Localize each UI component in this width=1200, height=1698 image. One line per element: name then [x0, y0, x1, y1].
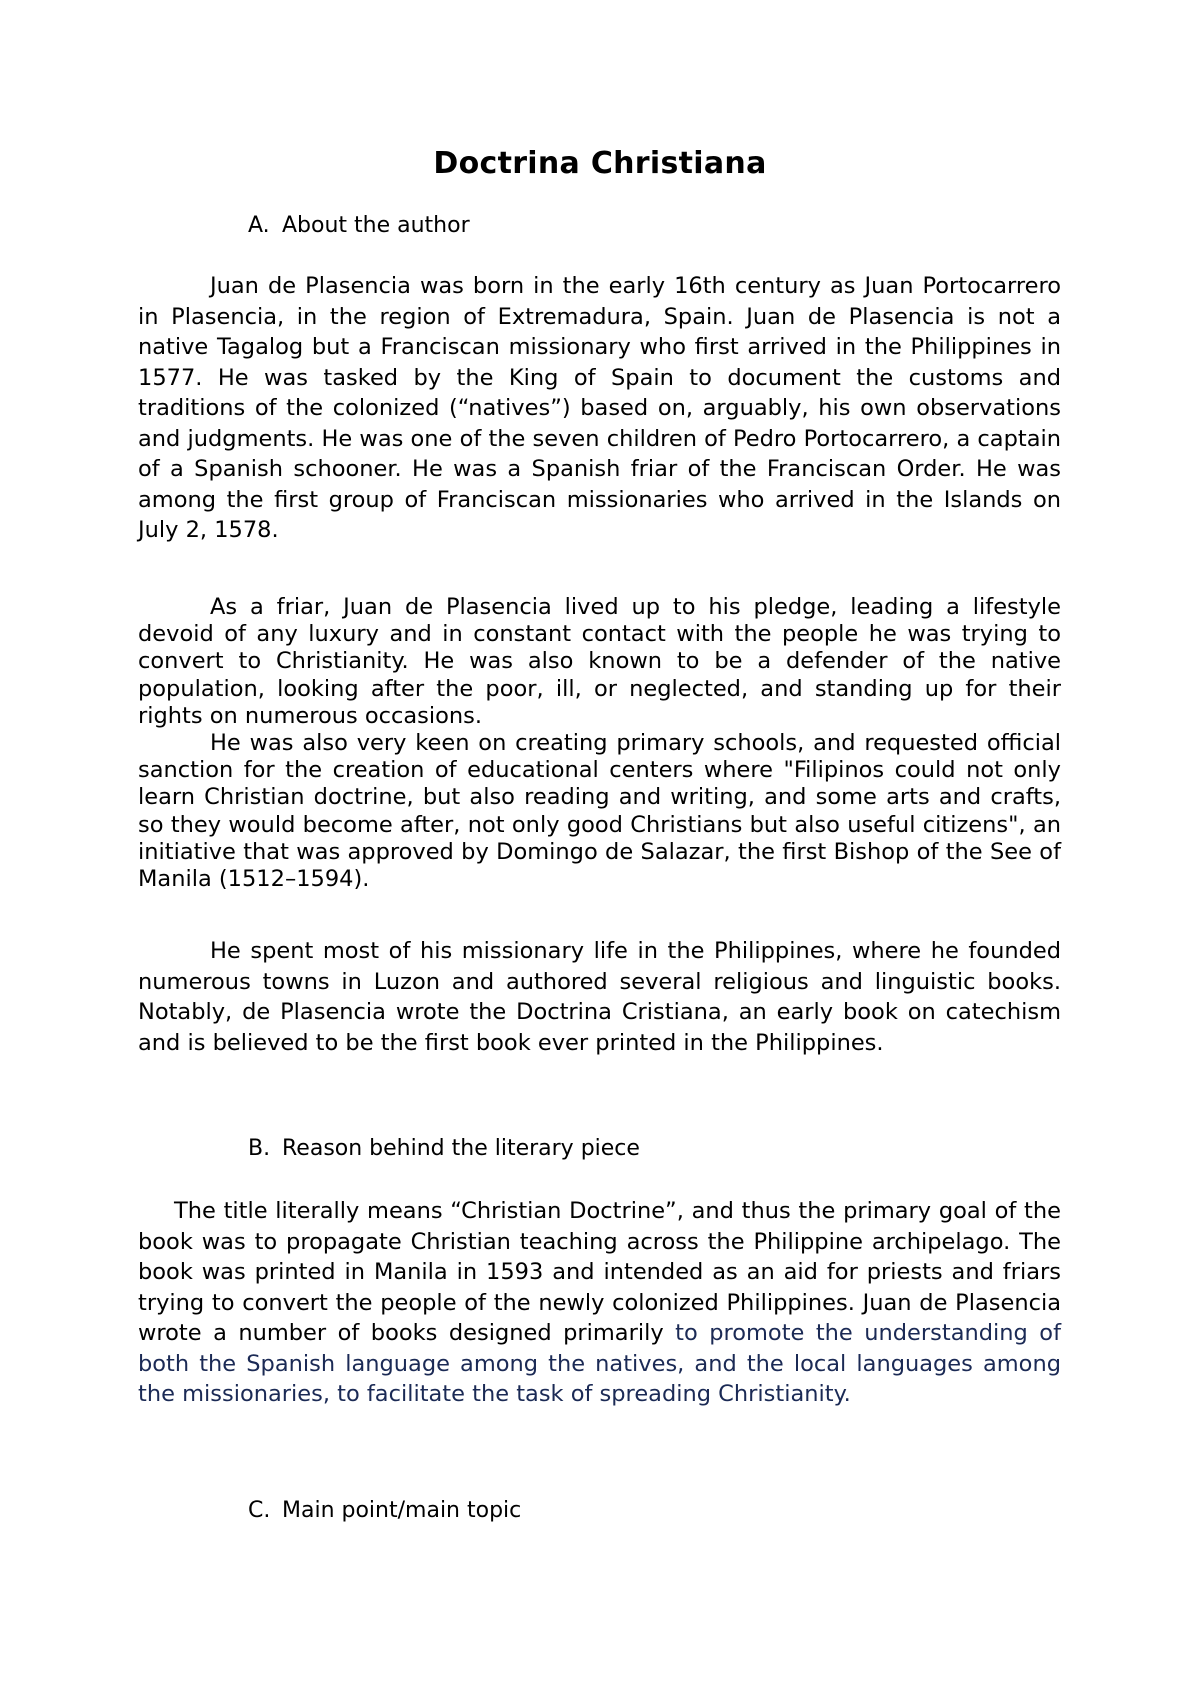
section-label: About the author	[282, 213, 470, 238]
author-paragraph-4-block	[138, 936, 1061, 1058]
reason-paragraph	[138, 1196, 1061, 1410]
section-marker: B.	[248, 1136, 271, 1161]
section-heading-c	[248, 1496, 521, 1526]
author-paragraph-1-block	[138, 271, 1061, 546]
author-paragraph-2: As a friar, Juan de Plasencia lived up to his pledge, leading a lifestyle devoid of any luxury and in constant contact with the people he was trying to convert to Christianity. He was also known to be a defender of the native population, looking after the poor, ill, or neglected, and standing up for their rights on numerous occasions.	[138, 594, 1061, 729]
author-paragraph-1: Juan de Plasencia was born in the early 16th century as Juan Portocarrero in Plasencia, in the region of Extremadura, Spain. Juan de Plasencia is not a native Tagalog but a Franciscan missionary who first arrived in the Philippines in 1577. He was tasked by the King of Spain to document the customs and traditions of the colonized (“natives”) based on, arguably, his own observations and judgments. He was one of the seven children of Pedro Portocarrero, a captain of a Spanish schooner. He was a Spanish friar of the Franciscan Order. He was among the first group of Franciscan missionaries who arrived in the Islands on July 2, 1578.	[138, 273, 1061, 543]
section-label: Main point/main topic	[282, 1498, 522, 1523]
section-label: Reason behind the literary piece	[282, 1136, 640, 1161]
section-marker: C.	[248, 1498, 271, 1523]
author-paragraph-3: He was also very keen on creating primary schools, and requested official sanction for the creation of educational centers where "Filipinos could not only learn Christian doctrine, but also reading and writing, and some arts and crafts, so they would become after, not only good Christians but also useful citizens", an initiative that was approved by Domingo de Salazar, the first Bishop of the See of Manila (1512–1594).	[138, 730, 1061, 893]
author-paragraphs-tight-block	[138, 594, 1061, 893]
reason-text-part-2: to promote the understanding of both the Spanish language among the natives, and the local languages among the missionaries, to facilitate the task of spreading Christianity.	[138, 1320, 1061, 1407]
section-heading-b	[248, 1134, 640, 1164]
author-paragraph-4: He spent most of his missionary life in the Philippines, where he founded numerous towns in Luzon and authored several religious and linguistic books. Notably, de Plasencia wrote the Doctrina Cristiana, an early book on catechism and is believed to be the first book ever printed in the Philippines.	[138, 938, 1061, 1056]
reason-text-part-1: The title literally means “Christian Doctrine”, and thus the primary goal of the book was to propagate Christian teaching across the Philippine archipelago. The book was printed in Manila in 1593 and intended as an aid for priests and friars trying to convert the people of the newly colonized Philippines. Juan de Plasencia wrote a number of books designed primarily	[138, 1198, 1061, 1346]
section-marker: A.	[248, 213, 270, 238]
document-title: Doctrina Christiana	[433, 146, 767, 181]
reason-paragraph-block	[138, 1196, 1061, 1410]
section-heading-a	[248, 211, 470, 241]
